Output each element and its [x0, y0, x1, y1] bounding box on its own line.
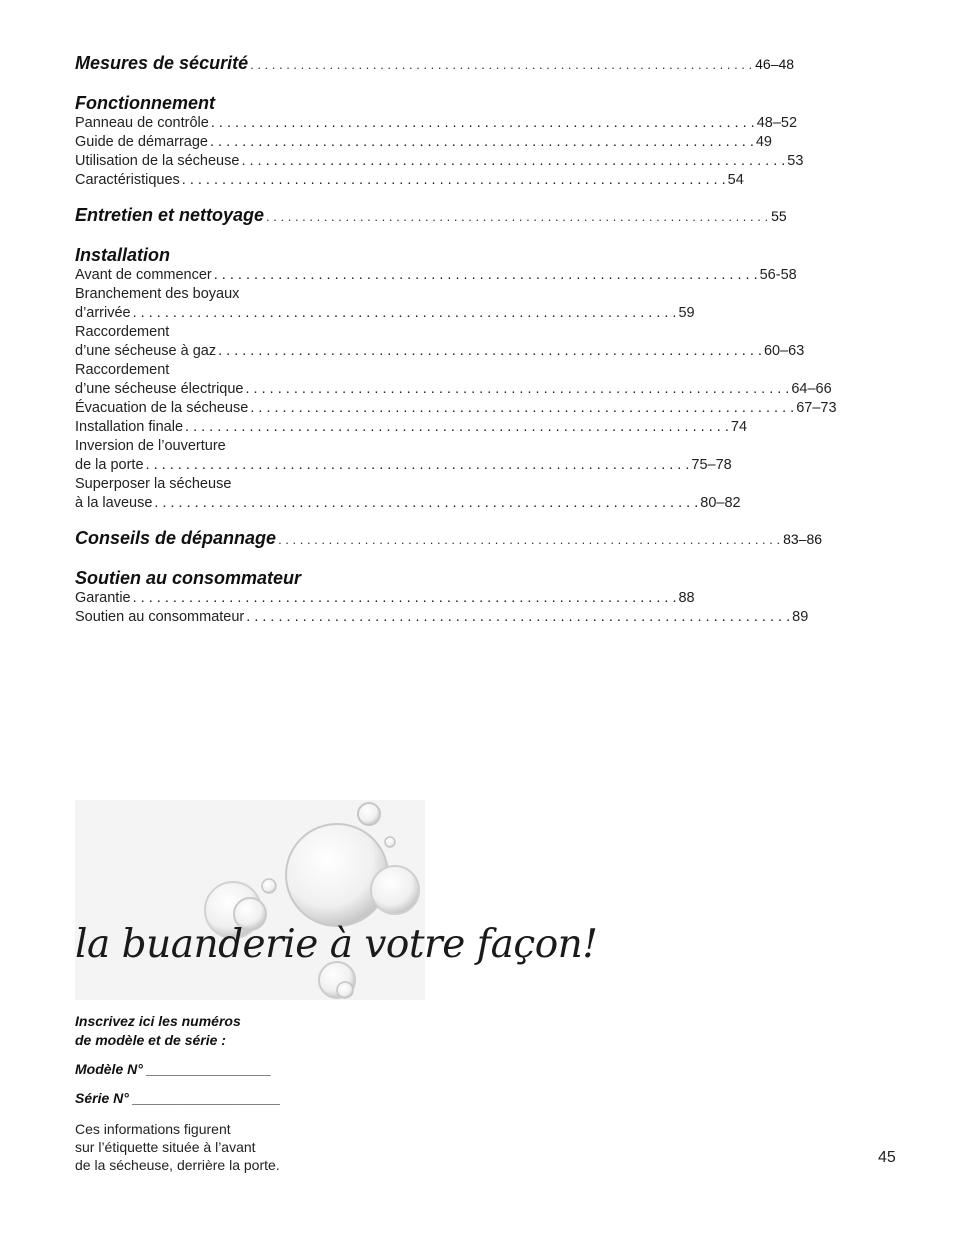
toc-heading — [75, 52, 795, 76]
toc-page-ref: 56-58 — [759, 267, 797, 283]
leader-dots — [250, 54, 752, 76]
toc-section-troubleshooting — [75, 527, 823, 551]
toc-entry — [75, 114, 798, 133]
leader-dots — [214, 266, 758, 285]
toc-entry-text: Installation finale — [75, 419, 184, 435]
toc-entry — [75, 456, 732, 475]
toc-entry — [75, 494, 741, 513]
toc-entry-line: Raccordement — [75, 324, 170, 340]
page-number: 45 — [878, 1149, 896, 1166]
slogan: la buanderie à votre façon! — [75, 922, 598, 967]
toc-section-installation — [75, 244, 837, 513]
toc-page-ref: 53 — [787, 153, 804, 169]
toc-heading-title: Fonctionnement — [75, 93, 215, 113]
bubbles-illustration — [75, 800, 598, 1000]
record-note-line: de la sécheuse, derrière la porte. — [75, 1157, 280, 1173]
toc-page-ref: 46–48 — [755, 56, 795, 72]
toc-page-ref: 75–78 — [691, 457, 732, 473]
leader-dots — [241, 152, 785, 171]
leader-dots — [278, 529, 780, 551]
model-number-field: Modèle N° ________________ — [75, 1061, 272, 1077]
toc-entry-text: d’une sécheuse à gaz — [75, 343, 217, 359]
toc-section-operation — [75, 92, 804, 190]
toc-entry — [75, 418, 748, 437]
toc-entry — [75, 133, 772, 152]
toc-entry-line: Branchement des boyaux — [75, 286, 240, 302]
toc-heading-title: Entretien et nettoyage — [75, 205, 265, 225]
toc-page-ref: 88 — [678, 590, 695, 606]
leader-dots — [266, 206, 768, 228]
record-note-line: sur l’étiquette située à l’avant — [75, 1139, 256, 1155]
toc-entry-text: Soutien au consommateur — [75, 609, 245, 625]
toc-page-ref: 89 — [792, 609, 809, 625]
toc-entry — [75, 589, 695, 608]
toc-heading — [75, 567, 337, 589]
leader-dots — [182, 171, 726, 190]
toc-entry-text: Guide de démarrage — [75, 134, 208, 150]
toc-entry — [75, 171, 744, 190]
toc-page-ref: 55 — [771, 208, 787, 224]
toc-entry — [75, 152, 804, 171]
toc-page-ref: 64–66 — [791, 381, 832, 397]
toc-heading — [75, 204, 787, 228]
toc-heading-title: Conseils de dépannage — [75, 528, 277, 548]
leader-dots — [218, 342, 762, 361]
toc-entry-text: Panneau de contrôle — [75, 115, 209, 131]
toc-entry-line: Inversion de l’ouverture — [75, 438, 226, 454]
leader-dots — [245, 380, 789, 399]
toc-entry-text: à la laveuse — [75, 495, 153, 511]
toc-entry-line: Raccordement — [75, 362, 170, 378]
toc-entry — [75, 380, 832, 399]
leader-dots — [185, 418, 729, 437]
toc-page-ref: 80–82 — [700, 495, 741, 511]
toc-entry-text: d’arrivée — [75, 305, 131, 321]
leader-dots — [246, 608, 790, 627]
leader-dots — [250, 399, 794, 418]
record-title-line: de modèle et de série : — [75, 1032, 226, 1048]
toc-entry-text: Avant de commencer — [75, 267, 212, 283]
record-note — [75, 1120, 375, 1174]
toc-entry — [75, 608, 809, 627]
toc-page-ref: 67–73 — [796, 400, 837, 416]
toc-page-ref: 60–63 — [763, 343, 805, 359]
leader-dots — [133, 304, 677, 323]
toc-entry — [75, 399, 837, 418]
toc-entry-line: Superposer la sécheuse — [75, 476, 232, 492]
leader-dots — [133, 589, 677, 608]
toc-page-ref: 48–52 — [756, 115, 798, 131]
toc-entry-text: Utilisation de la sécheuse — [75, 153, 240, 169]
toc-entry — [75, 266, 797, 285]
toc-page-ref: 54 — [727, 172, 744, 188]
toc-section-support — [75, 567, 809, 627]
toc-page-ref: 59 — [678, 305, 695, 321]
toc-heading-title: Soutien au consommateur — [75, 568, 302, 588]
record-title-line: Inscrivez ici les numéros — [75, 1013, 241, 1029]
bubble-shapes — [205, 803, 419, 998]
record-note-line: Ces informations figurent — [75, 1121, 231, 1137]
record-title — [75, 1012, 375, 1050]
toc-entry-text: Caractéristiques — [75, 172, 180, 188]
model-serial-record — [75, 1012, 375, 1174]
toc-page-ref: 83–86 — [783, 531, 823, 547]
toc-section-maintenance — [75, 204, 787, 228]
bubbles-banner — [75, 800, 598, 1000]
toc-entry-text: Garantie — [75, 590, 131, 606]
toc-page-ref: 49 — [755, 134, 772, 150]
toc-heading-title: Mesures de sécurité — [75, 53, 249, 73]
toc-entry-text: d’une sécheuse électrique — [75, 381, 244, 397]
toc-heading-title: Installation — [75, 245, 171, 265]
leader-dots — [154, 494, 698, 513]
toc-page-ref: 74 — [730, 419, 748, 435]
table-of-contents — [75, 52, 837, 641]
toc-entry-text: de la porte — [75, 457, 144, 473]
serial-number-field: Série N° ___________________ — [75, 1090, 281, 1106]
leader-dots — [210, 133, 754, 152]
toc-entry-text: Évacuation de la sécheuse — [75, 400, 249, 416]
toc-entry — [75, 304, 695, 323]
toc-heading — [75, 527, 823, 551]
toc-heading — [75, 244, 337, 266]
leader-dots — [211, 114, 755, 133]
toc-heading — [75, 92, 337, 114]
toc-section-safety — [75, 52, 795, 76]
toc-entry — [75, 342, 805, 361]
leader-dots — [146, 456, 690, 475]
